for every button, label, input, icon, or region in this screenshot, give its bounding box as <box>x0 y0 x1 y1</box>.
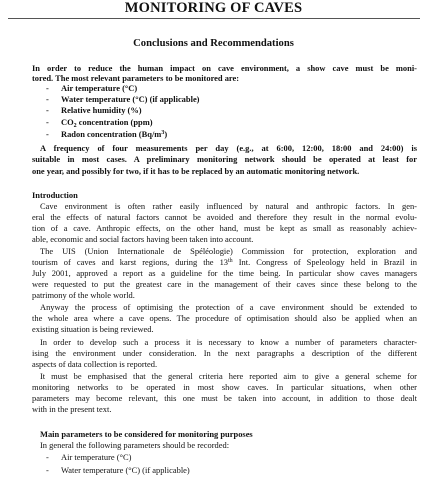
body-line: aspects of data collection is reported. <box>32 359 158 369</box>
body-line: In general the following parameters should be recorded: <box>40 440 230 450</box>
body-line: eral the effects of natural factors cannot be avoided and therefore they result in the normal evolu- <box>32 212 417 222</box>
intro-line: tored. The most relevant parameters to be monitored are: <box>32 73 240 83</box>
body-line: the whole area where a cave opens. The procedure of optimisation should also be applied when an <box>32 313 417 323</box>
body-line: The UIS (Union Internationale de Spéléologie) Commission for protection, exploration and <box>40 246 417 256</box>
bullet-dash: - <box>46 83 49 93</box>
body-line: patrimony of the whole world. <box>32 290 135 300</box>
frequency-line: suitable in most cases. A preliminary monitoring network should be operated at least for <box>32 154 417 164</box>
frequency-line: A frequency of four measurements per day (e.g., at 6:00, 12:00, 18:00 and 24:00) is <box>40 143 417 153</box>
parameter-item: Air temperature (°C) <box>61 83 138 93</box>
body-line: In order to develop such a process it is necessary to know a number of parameters character- <box>40 337 417 347</box>
body-line: July 2001, approved a report as a guideline for the time being. In particular show caves managers <box>32 268 417 278</box>
bullet-dash: - <box>46 465 49 475</box>
section-title: Conclusions and Recommendations <box>133 38 294 49</box>
parameter-item: Relative humidity (%) <box>61 105 142 115</box>
parameter-item-co2: $CO_2$ concentration (ppm) <box>61 117 153 129</box>
bullet-dash: - <box>46 452 49 462</box>
parameter-item: Water temperature (°C) (if applicable) <box>61 94 200 104</box>
body-line: monitoring networks to be operated in most show caves. In particular situations, when other <box>32 382 417 392</box>
body-line: able, economic and social factors having been taken into account. <box>32 234 254 244</box>
bullet-dash: - <box>46 94 49 104</box>
bullet-dash: - <box>46 129 49 139</box>
parameter-item-radon: Radon concentration $(Bq/m^3)$ <box>61 129 168 139</box>
body-line: tion of a cave. Anthropic effects, on the other hand, must be kept as small as reasonably achiev- <box>32 223 417 233</box>
body-line: were requested to put the greatest care in the management of their caves since these belong to the <box>32 279 417 289</box>
bullet-dash: - <box>46 105 49 115</box>
parameter-item: Water temperature (°C) (if applicable) <box>61 465 190 475</box>
introduction-heading: Introduction <box>32 190 78 200</box>
main-parameters-heading: Main parameters to be considered for monitoring purposes <box>40 429 253 439</box>
body-line: with in the present text. <box>32 404 112 414</box>
body-line-13th: tourism of caves and karst regions, during the 13th Int. Congress of Speleology held in Brazil in <box>32 257 417 267</box>
bullet-dash: - <box>46 117 49 127</box>
body-line: existing situation is being reviewed. <box>32 324 154 334</box>
body-line: Anyway the process of optimising the protection of a cave environment should be extended to <box>40 302 417 312</box>
page-title: MONITORING OF CAVES <box>124 0 303 16</box>
body-line: It must be emphasised that the general criteria here reported aim to give a general scheme for <box>40 371 417 381</box>
body-line: Cave environment is often rather easily influenced by natural and anthropic factors. In gen- <box>40 201 417 211</box>
body-line: parameters may become relevant, this one must be taken into account, in addition to those dealt <box>32 393 417 403</box>
parameter-item: Air temperature (°C) <box>61 452 132 462</box>
intro-line: In order to reduce the human impact on cave environment, a show cave must be moni- <box>32 63 417 73</box>
title-underline <box>8 18 420 19</box>
frequency-line: one year, and possibly for two, if it has to be replaced by an automatic monitoring network. <box>32 166 360 176</box>
body-line: ising the environment under consideration. In the next paragraphs a description of the different <box>32 348 417 358</box>
